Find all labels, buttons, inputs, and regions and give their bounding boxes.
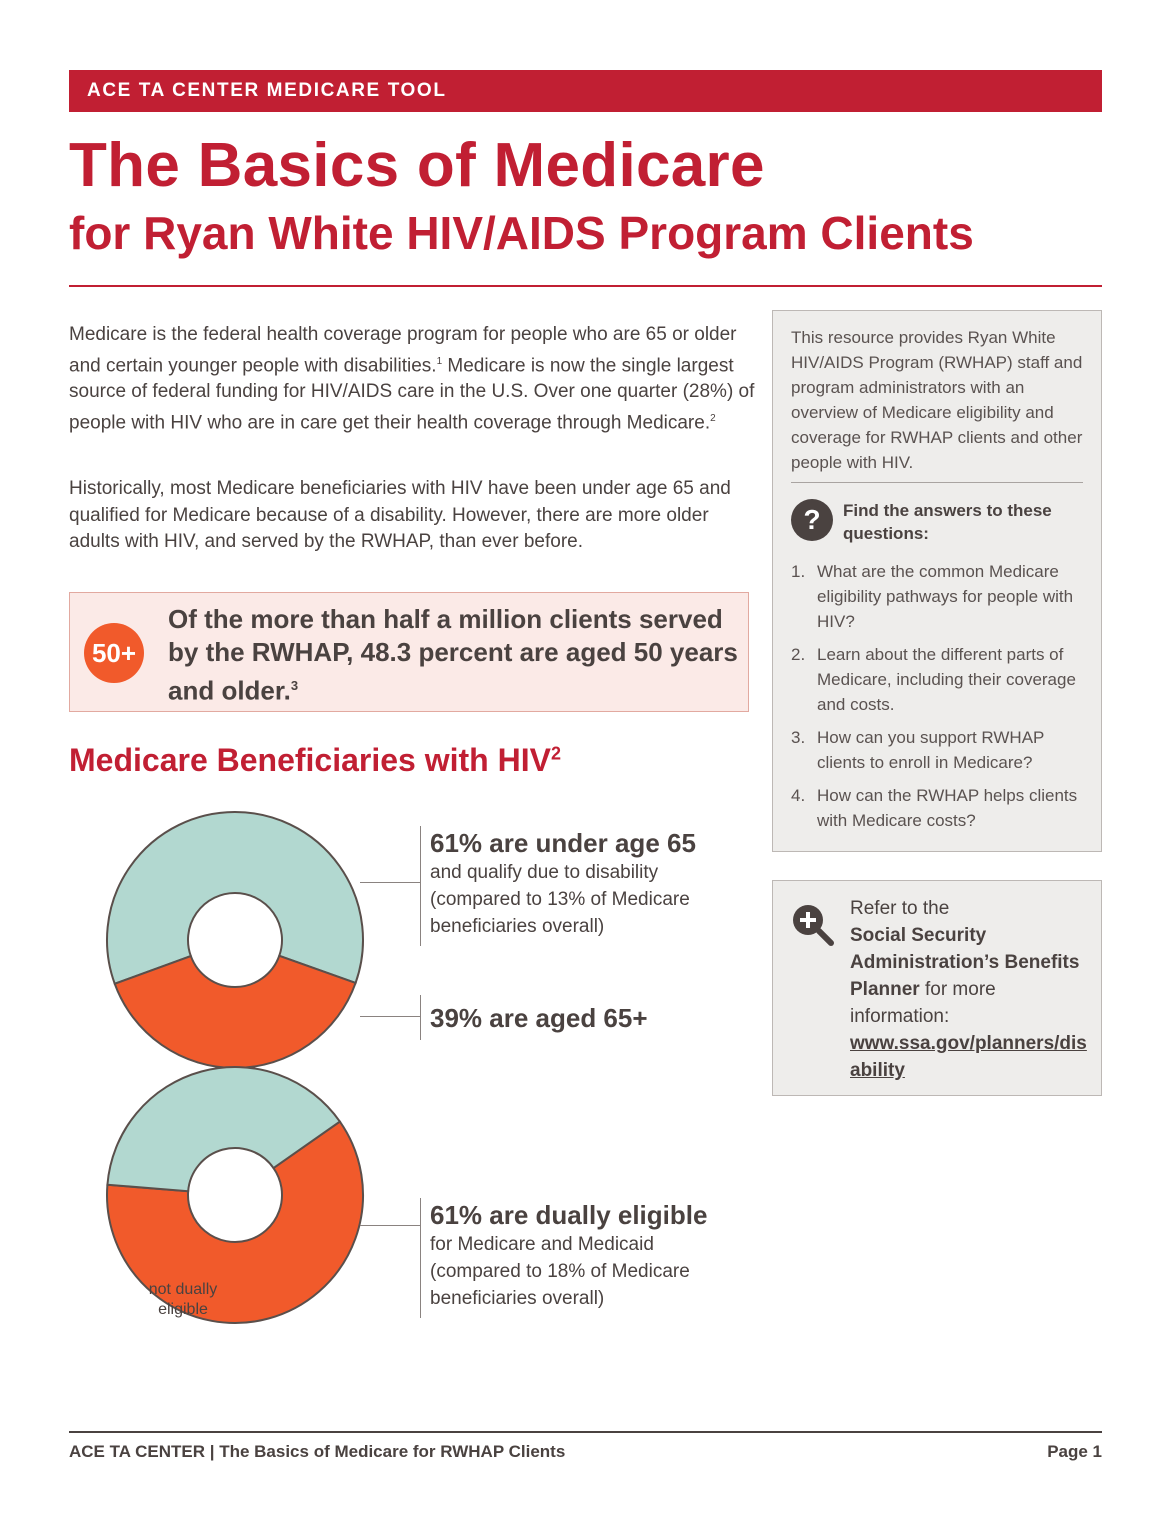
donut-slice-under-age-65 [107,812,363,984]
stat-over65-head: 39% are aged 65+ [430,1003,648,1033]
stat-callout [69,592,749,712]
stat-under65 [430,828,696,940]
leader-line-dual [360,1225,420,1226]
stat-dual-line: beneficiaries overall) [430,1288,605,1309]
zoom-in-icon [789,901,835,947]
bracket-over65 [420,995,421,1040]
title-divider [69,285,1102,287]
stat-dual [430,1200,707,1312]
ssa-link[interactable]: www.ssa.gov/planners/disability [850,1033,1087,1081]
stat-under65-line: (compared to 13% of Medicare [430,889,690,910]
sidebar-divider [791,482,1083,483]
callout-text: Of the more than half a million clients served by the RWHAP, 48.3 percent are aged 50 years and older.$^3$ [168,604,738,706]
banner-text: ACE TA CENTER MEDICARE TOOL [87,80,447,101]
reference-text: Refer to the Social Security Administration’s Benefits Planner for more information: www.ssa.gov/planners/disability [850,895,1095,1084]
page-number: Page 1 [1047,1442,1102,1461]
question-icon: ? [791,499,833,541]
stat-under65-line: and qualify due to disability [430,862,659,883]
resource-sidebar [772,310,1102,852]
reference-box [772,880,1102,1096]
stat-under65-head: 61% are under age 65 [430,828,696,858]
list-item: 3. How can you support RWHAP clients to enroll in Medicare? [791,728,1045,772]
bracket-under65 [420,826,421,946]
find-answers-heading: Find the answers to these questions: [843,501,1052,543]
page-title: The Basics of Medicare [69,131,765,200]
footer-divider [69,1431,1102,1433]
stat-dual-line: for Medicare and Medicaid [430,1234,654,1255]
bracket-dual [420,1198,421,1318]
footer-title: ACE TA CENTER | The Basics of Medicare for RWHAP Clients [69,1442,566,1461]
list-item: 1. What are the common Medicare eligibility pathways for people with HIV? [791,562,1074,631]
donut-age-chart [107,812,363,1068]
fifty-plus-badge: 50+ [84,623,144,683]
donut-slice-aged-65- [115,956,356,1068]
intro-paragraph-2: Historically, most Medicare beneficiaries with HIV have been under age 65 and qualified for Medicare because of a disability. However, there are more older adults with HIV, and served by the RWHAP, than ever before. [69,478,731,552]
sidebar-intro: This resource provides Ryan White HIV/AIDS Program (RWHAP) staff and program administrators with an overview of Medicare eligibility and coverage for RWHAP clients and other people with HIV. [791,328,1083,472]
header-banner [69,70,1102,112]
list-item: 2. Learn about the different parts of Medicare, including their coverage and costs. [791,645,1076,714]
section-heading: Medicare Beneficiaries with HIV$^2$ [69,742,561,778]
intro-paragraph-1: Medicare is the federal health coverage program for people who are 65 or older and certain younger people with disabilities.$^1$ Medicare is now the single largest source of federal funding for HIV/AIDS care in the U.S. Over one quarter (28%) of people with HIV who are in care get their health coverage through Medicare.$^2$ [69,324,755,434]
questions-list [791,559,1091,841]
stat-under65-line: beneficiaries overall) [430,916,605,937]
stat-dual-head: 61% are dually eligible [430,1200,708,1230]
page-subtitle: for Ryan White HIV/AIDS Program Clients [69,207,974,259]
not-dual-label: not dually eligible [148,1281,218,1318]
leader-line-over65 [360,1016,420,1017]
leader-line-under65 [360,882,420,883]
list-item: 4. How can the RWHAP helps clients with Medicare costs? [791,786,1078,830]
stat-dual-line: (compared to 18% of Medicare [430,1261,690,1282]
